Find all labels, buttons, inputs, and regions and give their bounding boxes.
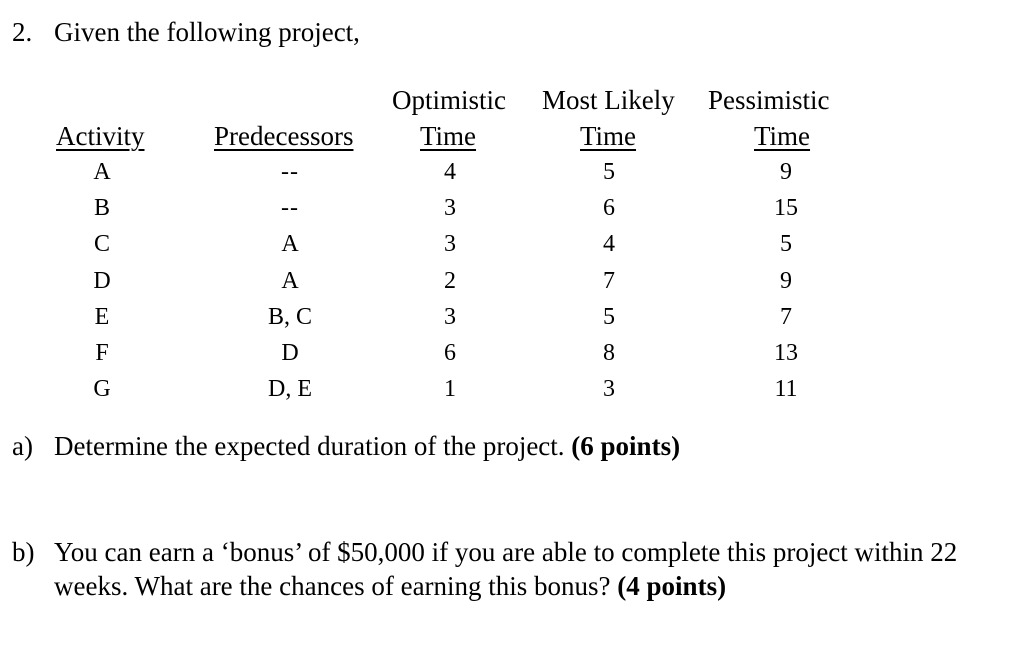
header-pessimistic-line2: Time [754,121,811,151]
part-b-line1: You can earn a ‘bonus’ of $50,000 if you are able to complete this project within 22 [54,537,958,567]
cell-predecessors-b: -- [281,195,299,222]
cell-optimistic-f: 6 [444,340,456,366]
cell-most-likely-b: 6 [603,195,615,222]
cell-activity-c: C [93,231,110,258]
cell-most-likely-g: 3 [603,376,615,403]
part-a-points: (6 points) [571,431,681,461]
header-most-likely-line1: Most Likely [542,85,675,115]
cell-most-likely-a: 5 [603,159,615,185]
cell-activity-a: A [93,159,111,185]
part-a-question [54,430,680,462]
header-most-likely-line2: Time [580,121,637,151]
cell-pessimistic-e: 7 [780,303,792,330]
cell-activity-f: F [95,340,109,366]
question-number: 2. [12,17,33,47]
cell-pessimistic-c: 5 [780,231,792,258]
cell-predecessors-g: D, E [268,376,312,403]
cell-pessimistic-b: 15 [774,195,798,222]
cell-optimistic-c: 3 [444,231,456,258]
cell-activity-e: E [94,303,110,330]
cell-optimistic-e: 3 [444,303,456,330]
cell-most-likely-e: 5 [603,303,615,330]
cell-optimistic-d: 2 [444,267,456,294]
header-activity: Activity [56,121,145,151]
part-b-label: b) [12,537,35,567]
cell-pessimistic-d: 9 [780,267,792,294]
cell-pessimistic-f: 13 [774,340,798,366]
cell-predecessors-d: A [281,267,299,294]
cell-most-likely-c: 4 [603,231,615,258]
cell-predecessors-a: -- [281,159,299,185]
cell-optimistic-a: 4 [444,159,456,185]
cell-activity-d: D [93,267,111,294]
header-predecessors: Predecessors [214,121,354,151]
part-a-text: Determine the expected duration of the project. [54,431,572,461]
part-b-points: (4 points) [617,571,727,601]
cell-predecessors-e: B, C [267,303,312,330]
cell-predecessors-c: A [281,231,299,258]
part-b-line2 [54,570,726,602]
question-intro: Given the following project, [54,17,360,47]
cell-activity-g: G [93,376,111,403]
cell-predecessors-f: D [281,340,299,366]
cell-pessimistic-g: 11 [774,376,798,403]
cell-most-likely-f: 8 [603,340,615,366]
part-b-text: weeks. What are the chances of earning this bonus? [54,571,618,601]
cell-most-likely-d: 7 [603,267,615,294]
header-pessimistic-line1: Pessimistic [708,85,830,115]
cell-optimistic-g: 1 [444,376,456,403]
header-optimistic-line1: Optimistic [392,85,506,115]
cell-optimistic-b: 3 [444,195,456,222]
cell-activity-b: B [93,195,110,222]
cell-pessimistic-a: 9 [780,159,792,185]
header-optimistic-line2: Time [420,121,477,151]
part-a-label: a) [12,431,33,461]
